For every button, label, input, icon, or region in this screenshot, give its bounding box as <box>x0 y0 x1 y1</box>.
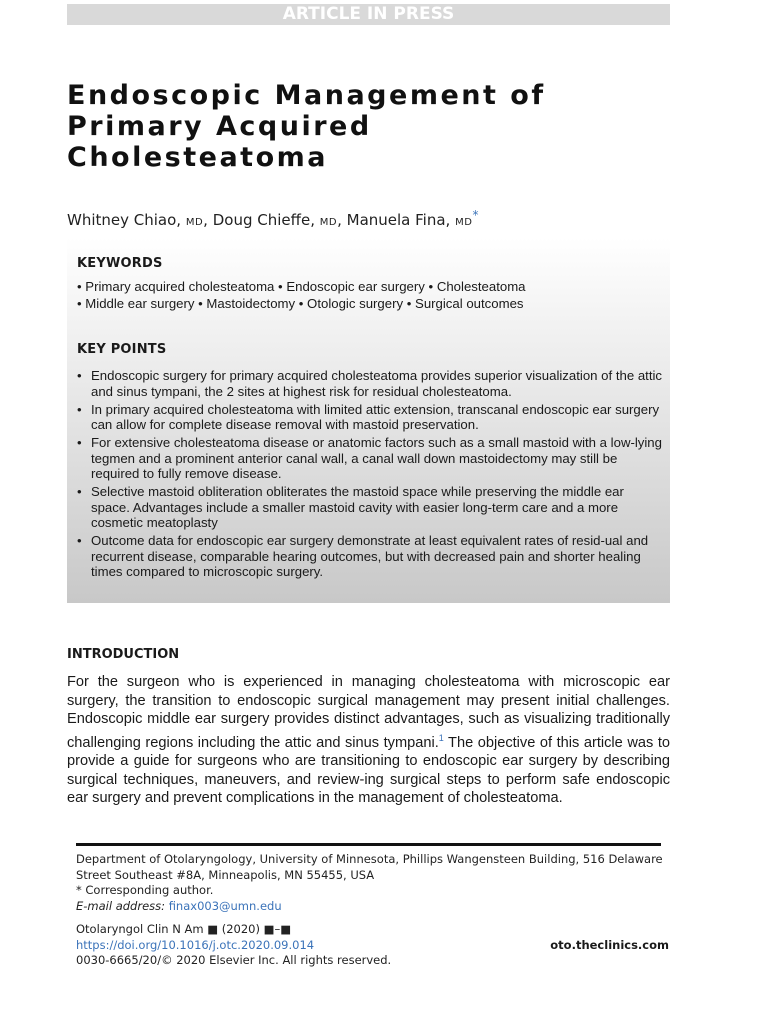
author-separator: , <box>203 211 208 229</box>
author-degree: MD <box>455 217 473 228</box>
reference-link[interactable]: 1 <box>438 732 444 743</box>
email-link[interactable]: finax003@umn.edu <box>168 898 282 913</box>
key-points-heading: KEY POINTS <box>77 342 167 357</box>
email-label: E-mail address: <box>76 898 166 913</box>
author-degree: MD <box>319 217 338 228</box>
corresponding-note: * Corresponding author. <box>76 883 214 897</box>
key-point-item: • Outcome data for endoscopic ear surgery demonstrate at least equivalent rates of resid-ual and recurrent disease, comparable hearing outcomes, but with decreased pain and shorter healing times compared to microscopic surgery. <box>77 533 662 580</box>
affiliation-text: Department of Otolaryngology, University of Minnesota, Phillips Wangensteen Building, 516 Delaware Street Southeast #8A, Minneapolis, MN 55455, USA <box>76 852 663 882</box>
title-line: Primary Acquired <box>67 111 372 142</box>
author-name: Manuela Fina, <box>346 211 451 229</box>
key-point-item: • Selective mastoid obliteration obliterates the mastoid space while preserving the middle ear space. Advantages include a smaller mastoid cavity with easier long-term care and a more cosmetic meatoplasty <box>77 484 662 531</box>
article-title <box>67 80 667 173</box>
affiliation-block <box>76 852 668 914</box>
author-name: Doug Chieffe, <box>212 211 315 229</box>
journal-site: oto.theclinics.com <box>550 938 669 952</box>
key-point-item: • Endoscopic surgery for primary acquired cholesteatoma provides superior visualization of the attic and sinus tympani, the 2 sites at highest risk for residual cholesteatoma. <box>77 368 662 399</box>
intro-text: For the surgeon who is experienced in managing cholesteatoma with microscopic ear surgery, the transition to endoscopic surgical management may present initial challenges. Endoscopic middle ear surgery provides distinct advantages, such as visualizing traditionally challenging regions including the attic and sinus tympani. <box>67 674 670 751</box>
keywords-line: • Middle ear surgery • Mastoidectomy • Otologic surgery • Surgical outcomes <box>77 296 524 311</box>
keywords-line: • Primary acquired cholesteatoma • Endoscopic ear surgery • Cholesteatoma <box>77 279 526 294</box>
keywords-keypoints-panel <box>67 238 670 603</box>
intro-text: The objective of this article was to provide a guide for surgeons who are transitioning to endoscopic ear surgery by describing surgical techniques, maneuvers, and review-ing surgical steps to perform safe endoscopic ear surgery and prevent complications in the management of cholesteatoma. <box>67 734 670 807</box>
author-degree: MD <box>185 217 204 228</box>
footer-divider <box>76 843 661 846</box>
author-name: Whitney Chiao, <box>67 211 182 229</box>
doi-link[interactable]: https://doi.org/10.1016/j.otc.2020.09.014 <box>76 937 315 952</box>
key-points-list <box>77 368 662 582</box>
email-line <box>76 899 668 915</box>
corresponding-author-mark[interactable]: * <box>472 208 479 222</box>
journal-citation: Otolaryngol Clin N Am ■ (2020) ■–■ <box>76 922 292 936</box>
article-in-press-banner: ARTICLE IN PRESS <box>67 4 670 25</box>
keywords-heading: KEYWORDS <box>77 256 163 271</box>
author-separator: , <box>337 211 342 229</box>
key-point-item: • For extensive cholesteatoma disease or anatomic factors such as a small mastoid with a low-lying tegmen and a prominent anterior canal wall, a canal wall down mastoidectomy may still be required to fully remove disease. <box>77 435 662 482</box>
key-point-item: • In primary acquired cholesteatoma with limited attic extension, transcanal endoscopic ear surgery can allow for complete disease removal with mastoid preservation. <box>77 402 662 433</box>
author-list <box>67 205 478 233</box>
title-line: Endoscopic Management of <box>67 80 546 111</box>
introduction-heading: INTRODUCTION <box>67 647 180 662</box>
introduction-paragraph <box>67 673 670 808</box>
title-line: Cholesteatoma <box>67 142 328 173</box>
copyright-text: 0030-6665/20/© 2020 Elsevier Inc. All rights reserved. <box>76 953 392 967</box>
